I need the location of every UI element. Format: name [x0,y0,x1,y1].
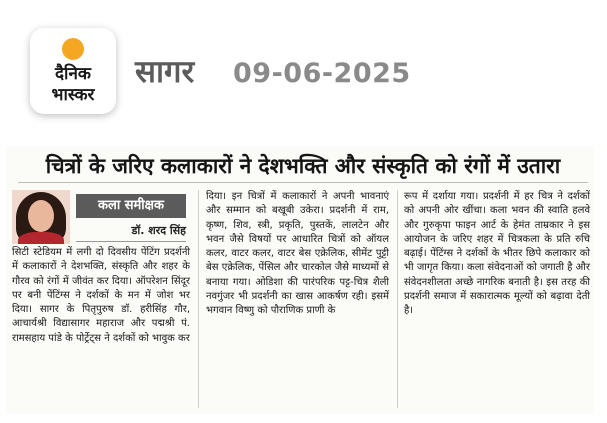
sun-icon [62,38,84,60]
column-divider [397,190,398,408]
article-column-3: रूप में दर्शाया गया। प्रदर्शनी में हर चित्र ने दर्शकों को अपनी ओर खींचा। कला भवन की स्वाति हलवे और गुरुकृपा फाइन आर्ट के हेमंत ताम्रकार ने इस आयोजन के जरिए शहर में चित्रकला के प्रति रुचि बढ़ाई। पेंटिंग्स ने दर्शकों के भीतर छिपे कलाकार को भी जागृत किया। कला संवेदनाओं को जगाती है और संवेदनशीलता अच्छे नागरिक बनाती है। इस तरह की प्रदर्शनी समाज में सकारात्मक मूल्यों को बढ़ावा देती है। [404,191,590,317]
article-column-1: सिटी स्टेडियम में लगी दो दिवसीय पेंटिंग प्रदर्शनी में कलाकारों ने देशभक्ति, संस्कृति और शहर के गौरव को रंगों में जीवंत कर दिया। ऑपरेशन सिंदूर पर बनी पेंटिंग्स ने दर्शकों के मन में जोश भर दिया। सागर के पितृपुरुष डॉ. हरीसिंह गौर, आचार्यश्री विद्यासागर महाराज और पद्मश्री पं. रामसहाय पांडे के पोर्ट्रेट्स ने दर्शकों को भावुक कर [12,247,190,344]
edition-date: 09-06-2025 [233,58,411,89]
reviewer-photo [12,190,70,244]
reviewer-name: डॉ. शरद सिंह [76,221,186,242]
review-label: कला समीक्षक [76,194,186,218]
dainik-bhaskar-logo [30,28,116,114]
column-divider [198,190,199,408]
logo-text-line2: भास्कर [51,85,95,105]
article-headline: चित्रों के जरिए कलाकारों ने देशभक्ति और संस्कृति को रंगों में उतारा [18,150,588,183]
logo-text-line1: दैनिक [55,64,91,84]
edition-city: सागर [135,54,195,90]
article-column-2: दिया। इन चित्रों में कलाकारों ने अपनी भावनाएं और सम्मान को बखूबी उकेरा। प्रदर्शनी में राम, कृष्ण, शिव, स्त्री, प्रकृति, पुस्तकें, लालटेन और भवन जैसे विषयों पर आधारित चित्रों को ऑयल कलर, वाटर कलर, वाटर बेस एक्रेलिक, सीमेंट पुट्टी बेस एक्रेलिक, पेंसिल और चारकोल जैसे माध्यमों से बनाया गया। ओडिशा की पारंपरिक पट्ट-चित्र शैली नवगुंजर भी प्रदर्शनी का खास आकर्षण रही। इसमें भगवान विष्णु को पौराणिक प्राणी के [206,191,389,317]
